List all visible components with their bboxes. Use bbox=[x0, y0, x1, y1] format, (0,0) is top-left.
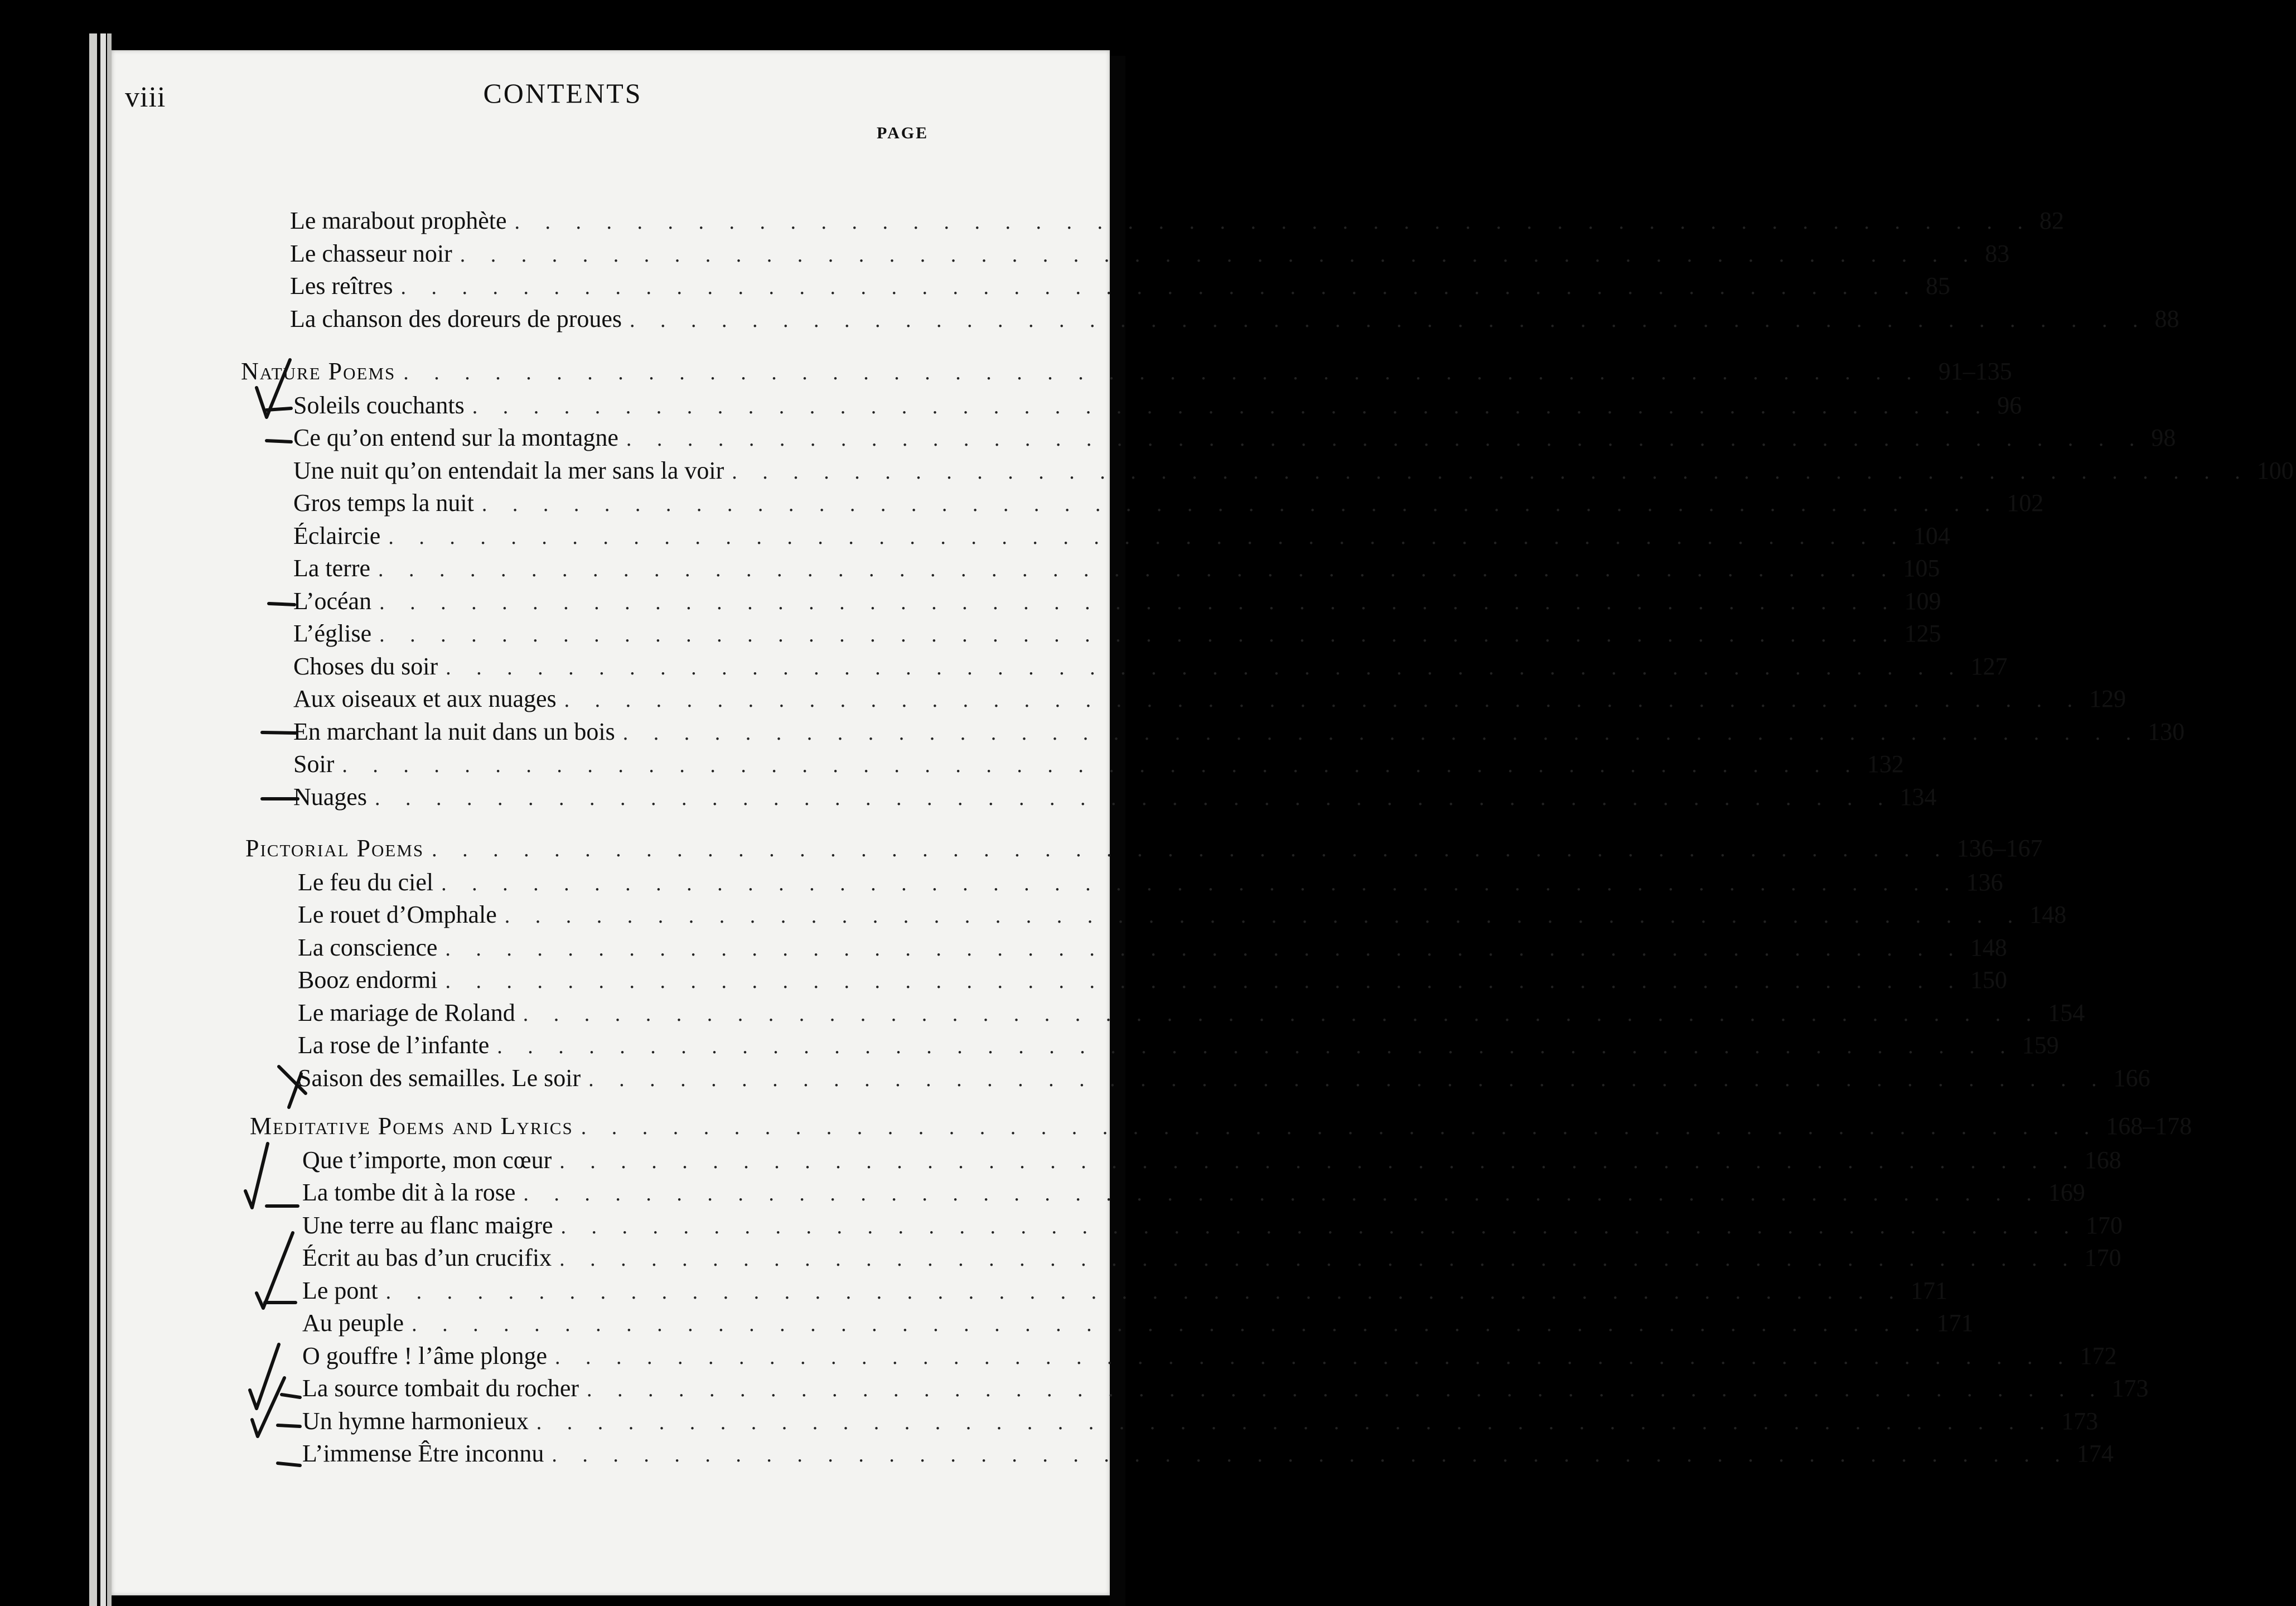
page-column-label: PAGE bbox=[877, 124, 929, 142]
entry-page-number: 173 bbox=[2061, 1407, 2099, 1435]
entry-title: L’immense Être inconnu bbox=[302, 1440, 544, 1467]
dot-leader: . . . . . . . . . . . . . . . . . . . . . . . . . . . . . . . . . . . . . . . . . . . . . . . . . . bbox=[378, 558, 1897, 581]
entry-page-number: 154 bbox=[2048, 999, 2085, 1026]
dot-leader: . . . . . . . . . . . . . . . . . . . . . . . . . . . . . . . . . . . . . . . . . . . . . . . . . . bbox=[388, 525, 1907, 549]
dot-leader: . . . . . . . . . . . . . . . . . . . . . . . . . . . . . . . . . . . . . . . . . . . . . . . . . . bbox=[514, 210, 2033, 234]
entry-page-number: 104 bbox=[1913, 522, 1950, 549]
dot-leader: . . . . . . . . . . . . . . . . . . . . . . . . . . . . . . . . . . . . . . . . . . . . . . . . . . bbox=[342, 754, 1860, 777]
entry-page-number: 166 bbox=[2113, 1064, 2150, 1092]
section-title: Nature Poems bbox=[241, 358, 396, 385]
dot-leader: . . . . . . . . . . . . . . . . . . . . . . . . . . . . . . . . . . . . . . . . . . . . . . . . . . bbox=[445, 970, 1964, 993]
entry-page-number: 171 bbox=[1911, 1276, 1948, 1304]
entry-title: O gouffre ! l’âme plonge bbox=[302, 1342, 548, 1369]
section-page-range: 91–135 bbox=[1938, 358, 2012, 385]
entry-title: La terre bbox=[293, 554, 370, 582]
entry-page-number: 168 bbox=[2084, 1146, 2121, 1174]
entry-page-number: 170 bbox=[2086, 1211, 2123, 1239]
entry-page-number: 82 bbox=[2039, 207, 2065, 234]
entry-title: La chanson des doreurs de proues bbox=[290, 305, 622, 332]
dot-leader: . . . . . . . . . . . . . . . . . . . . . . . . . . . . . . . . . . . . . . . . . . . . . . . . . . bbox=[630, 308, 2148, 332]
dot-leader: . . . . . . . . . . . . . . . . . . . . . . . . . . . . . . . . . . . . . . . . . . . . . . . . . . bbox=[432, 838, 1950, 861]
entry-title: Soleils couchants bbox=[293, 391, 465, 419]
section-title: Meditative Poems and Lyrics bbox=[250, 1112, 573, 1140]
entry-title: Le marabout prophète bbox=[290, 207, 507, 234]
entry-page-number: 132 bbox=[1867, 750, 1904, 778]
entry-title: Une terre au flanc maigre bbox=[302, 1211, 553, 1239]
dot-leader: . . . . . . . . . . . . . . . . . . . . . . . . . . . . . . . . . . . . . . . . . . . . . . . . . . bbox=[555, 1345, 2073, 1369]
section-page-range: 168–178 bbox=[2106, 1112, 2192, 1140]
entry-title: Nuages bbox=[293, 783, 367, 811]
dot-leader: . . . . . . . . . . . . . . . . . . . . . . . . . . . . . . . . . . . . . . . . . . . . . . . . . . bbox=[559, 1247, 2078, 1271]
entry-page-number: 100 bbox=[2256, 456, 2294, 484]
entry-page-number: 159 bbox=[2022, 1031, 2059, 1059]
entry-page-number: 130 bbox=[2148, 717, 2185, 745]
dot-leader: . . . . . . . . . . . . . . . . . . . . . . . . . . . . . . . . . . . . . . . . . . . . . . . . . . bbox=[379, 623, 1898, 647]
entry-title: Éclaircie bbox=[293, 522, 381, 549]
entry-title: Booz endormi bbox=[298, 966, 438, 993]
entry-title: Un hymne harmonieux bbox=[302, 1407, 529, 1435]
entry-title: Le rouet d’Omphale bbox=[298, 901, 497, 928]
dot-leader: . . . . . . . . . . . . . . . . . . . . . . . . . . . . . . . . . . . . . . . . . . . . . . . . . . bbox=[732, 460, 2250, 484]
entry-title: Saison des semailles. Le soir bbox=[298, 1064, 581, 1092]
entry-page-number: 88 bbox=[2154, 305, 2179, 332]
entry-page-number: 148 bbox=[1970, 933, 2007, 961]
dot-leader: . . . . . . . . . . . . . . . . . . . . . . . . . . . . . . . . . . . . . . . . . . . . . . . . . . bbox=[445, 937, 1964, 961]
entry-page-number: 96 bbox=[1997, 391, 2022, 419]
dot-leader: . . . . . . . . . . . . . . . . . . . . . . . . . . . . . . . . . . . . . . . . . . . . . . . . . . bbox=[472, 394, 1991, 418]
entry-page-number: 173 bbox=[2111, 1374, 2149, 1402]
dot-leader: . . . . . . . . . . . . . . . . . . . . . . . . . . . . . . . . . . . . . . . . . . . . . . . . . . bbox=[400, 276, 1919, 299]
entry-title: La rose de l’infante bbox=[298, 1031, 490, 1059]
entry-title: En marchant la nuit dans un bois bbox=[293, 717, 615, 745]
entry-title: La source tombait du rocher bbox=[302, 1374, 579, 1402]
entry-page-number: 148 bbox=[2029, 901, 2067, 928]
entry-title: Choses du soir bbox=[293, 652, 438, 680]
dot-leader: . . . . . . . . . . . . . . . . . . . . . . . . . . . . . . . . . . . . . . . . . . . . . . . . . . bbox=[374, 786, 1893, 810]
entry-page-number: 109 bbox=[1904, 587, 1941, 615]
entry-page-number: 125 bbox=[1904, 620, 1941, 647]
dot-leader: . . . . . . . . . . . . . . . . . . . . . . . . . . . . . . . . . . . . . . . . . . . . . . . . . . bbox=[523, 1182, 2042, 1205]
entry-page-number: 105 bbox=[1903, 554, 1940, 582]
dot-leader: . . . . . . . . . . . . . . . . . . . . . . . . . . . . . . . . . . . . . . . . . . . . . . . . . . bbox=[481, 493, 2000, 516]
entry-title: Le feu du ciel bbox=[298, 868, 434, 896]
handwritten-checkmarks bbox=[0, 0, 1125, 1606]
entry-title: Ce qu’on entend sur la montagne bbox=[293, 424, 618, 451]
entry-page-number: 171 bbox=[1936, 1309, 1974, 1337]
dot-leader: . . . . . . . . . . . . . . . . . . . . . . . . . . . . . . . . . . . . . . . . . . . . . . . . . . bbox=[564, 688, 2083, 712]
entry-title: Gros temps la nuit bbox=[293, 489, 474, 517]
dot-leader: . . . . . . . . . . . . . . . . . . . . . . . . . . . . . . . . . . . . . . . . . . . . . . . . . . bbox=[446, 655, 1964, 679]
entry-page-number: 169 bbox=[2048, 1179, 2085, 1206]
entry-page-number: 98 bbox=[2151, 424, 2176, 451]
dot-leader: . . . . . . . . . . . . . . . . . . . . . . . . . . . . . . . . . . . . . . . . . . . . . . . . . . bbox=[385, 1280, 1905, 1304]
entry-page-number: 136 bbox=[1966, 868, 2003, 896]
entry-page-number: 172 bbox=[2080, 1342, 2117, 1369]
entry-title: Aux oiseaux et aux nuages bbox=[293, 685, 557, 712]
running-head: CONTENTS bbox=[483, 78, 642, 109]
entry-title: Soir bbox=[293, 750, 335, 778]
entry-title: Une nuit qu’on entendait la mer sans la voir bbox=[293, 456, 724, 484]
dot-leader: . . . . . . . . . . . . . . . . . . . . . . . . . . . . . . . . . . . . . . . . . . . . . . . . . . bbox=[504, 904, 2023, 928]
dot-leader: . . . . . . . . . . . . . . . . . . . . . . . . . . . . . . . . . . . . . . . . . . . . . . . . . . bbox=[587, 1378, 2105, 1401]
entry-page-number: 129 bbox=[2089, 685, 2126, 712]
section-title: Pictorial Poems bbox=[245, 835, 424, 862]
entry-page-number: 83 bbox=[1985, 239, 2010, 267]
dot-leader: . . . . . . . . . . . . . . . . . . . . . . . . . . . . . . . . . . . . . . . . . . . . . . . . . . bbox=[622, 721, 2142, 745]
dot-leader: . . . . . . . . . . . . . . . . . . . . . . . . . . . . . . . . . . . . . . . . . . . . . . . . . . bbox=[536, 1410, 2055, 1434]
entry-title: L’océan bbox=[293, 587, 372, 615]
entry-title: La tombe dit à la rose bbox=[302, 1179, 516, 1206]
dot-leader: . . . . . . . . . . . . . . . . . . . . . . . . . . . . . . . . . . . . . . . . . . . . . . . . . . bbox=[560, 1214, 2080, 1238]
entry-page-number: 174 bbox=[2076, 1440, 2114, 1467]
entry-page-number: 170 bbox=[2084, 1244, 2121, 1271]
dot-leader: . . . . . . . . . . . . . . . . . . . . . . . . . . . . . . . . . . . . . . . . . . . . . . . . . . bbox=[581, 1116, 2100, 1139]
entry-page-number: 85 bbox=[1925, 272, 1950, 300]
entry-title: L’église bbox=[293, 620, 372, 647]
dot-leader: . . . . . . . . . . . . . . . . . . . . . . . . . . . . . . . . . . . . . . . . . . . . . . . . . . bbox=[403, 361, 1922, 384]
dot-leader: . . . . . . . . . . . . . . . . . . . . . . . . . . . . . . . . . . . . . . . . . . . . . . . . . . bbox=[559, 1149, 2078, 1173]
dot-leader: . . . . . . . . . . . . . . . . . . . . . . . . . . . . . . . . . . . . . . . . . . . . . . . . . . bbox=[588, 1067, 2107, 1091]
entry-page-number: 150 bbox=[1970, 966, 2008, 993]
entry-title: La conscience bbox=[298, 933, 438, 961]
entry-page-number: 134 bbox=[1899, 783, 1937, 811]
dot-leader: . . . . . . . . . . . . . . . . . . . . . . . . . . . . . . . . . . . . . . . . . . . . . . . . . . bbox=[552, 1443, 2070, 1467]
entry-title: Au peuple bbox=[302, 1309, 404, 1337]
entry-title: Écrit au bas d’un crucifix bbox=[302, 1244, 552, 1271]
entry-title: Les reîtres bbox=[290, 272, 393, 300]
entry-page-number: 102 bbox=[2007, 489, 2044, 517]
dot-leader: . . . . . . . . . . . . . . . . . . . . . . . . . . . . . . . . . . . . . . . . . . . . . . . . . . bbox=[441, 871, 1960, 895]
dot-leader: . . . . . . . . . . . . . . . . . . . . . . . . . . . . . . . . . . . . . . . . . . . . . . . . . . bbox=[379, 590, 1898, 614]
entry-title: Le pont bbox=[302, 1276, 378, 1304]
dot-leader: . . . . . . . . . . . . . . . . . . . . . . . . . . . . . . . . . . . . . . . . . . . . . . . . . . bbox=[497, 1035, 2015, 1058]
dot-leader: . . . . . . . . . . . . . . . . . . . . . . . . . . . . . . . . . . . . . . . . . . . . . . . . . . bbox=[460, 243, 1979, 267]
entry-title: Le chasseur noir bbox=[290, 239, 452, 267]
entry-title: Le mariage de Roland bbox=[298, 999, 515, 1026]
entry-page-number: 127 bbox=[1970, 652, 2008, 680]
dot-leader: . . . . . . . . . . . . . . . . . . . . . . . . . . . . . . . . . . . . . . . . . . . . . . . . . . bbox=[626, 427, 2145, 451]
dot-leader: . . . . . . . . . . . . . . . . . . . . . . . . . . . . . . . . . . . . . . . . . . . . . . . . . . bbox=[412, 1313, 1930, 1336]
page-number: viii bbox=[125, 81, 166, 113]
dot-leader: . . . . . . . . . . . . . . . . . . . . . . . . . . . . . . . . . . . . . . . . . . . . . . . . . . bbox=[523, 1002, 2042, 1026]
entry-title: Que t’importe, mon cœur bbox=[302, 1146, 552, 1174]
section-page-range: 136–167 bbox=[1956, 835, 2043, 862]
